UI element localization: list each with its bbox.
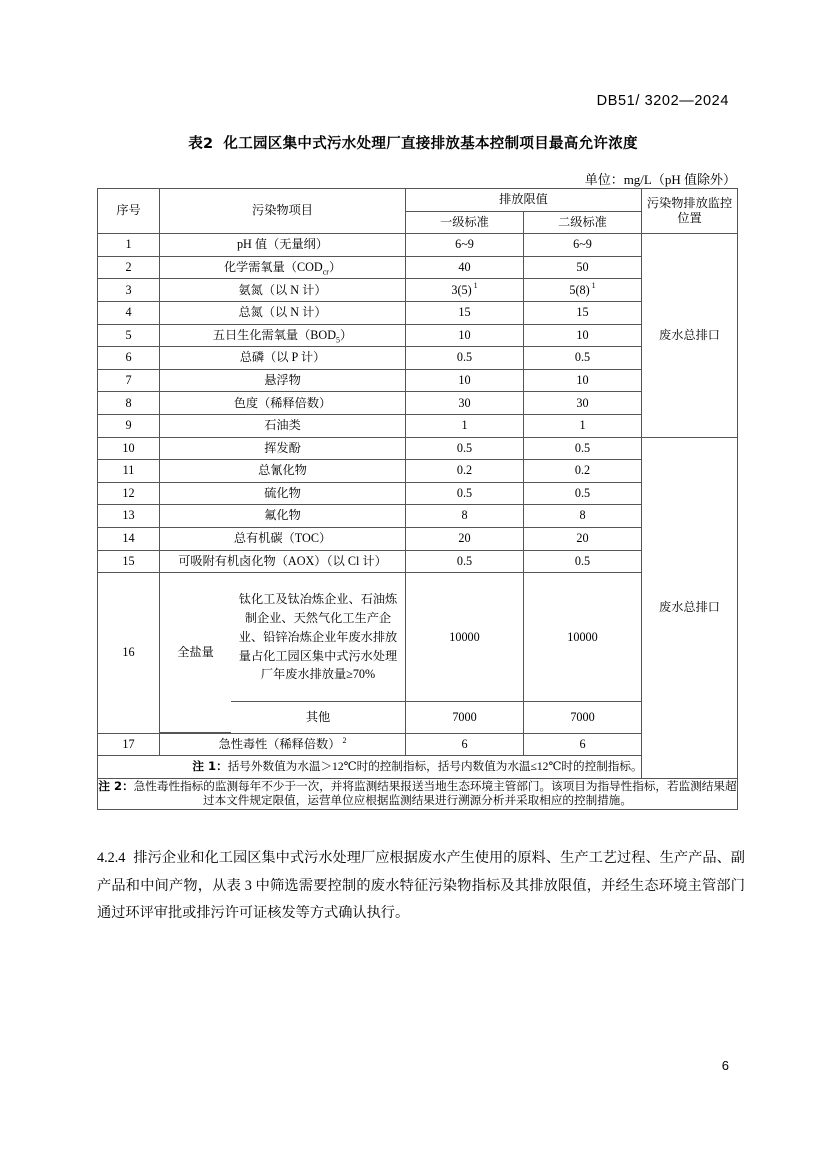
row-level2: 1 — [524, 414, 642, 437]
pollutant-limits-table — [97, 188, 738, 810]
row-level2: 50 — [524, 256, 642, 279]
salt-item-cell — [160, 573, 406, 734]
table-header-row-1 — [98, 189, 738, 212]
row-level1: 0.5 — [406, 482, 524, 505]
row-no: 2 — [98, 256, 160, 279]
header-position: 污染物排放监控位置 — [642, 189, 738, 234]
row-level1: 0.5 — [406, 347, 524, 370]
row-level1: 40 — [406, 256, 524, 279]
row-item: 急性毒性（稀释倍数） $^2$ — [160, 733, 406, 756]
row-no: 7 — [98, 369, 160, 392]
row-level2: 20 — [524, 527, 642, 550]
row-level2: 30 — [524, 392, 642, 415]
row-level1: 10 — [406, 324, 524, 347]
row-item: pH 值（无量纲） — [160, 234, 406, 257]
row-no: 1 — [98, 234, 160, 257]
row-level1: 20 — [406, 527, 524, 550]
row-item: 可吸附有机卤化物（AOX）（以 Cl 计） — [160, 550, 406, 573]
row-item: 总磷（以 P 计） — [160, 347, 406, 370]
row-no: 13 — [98, 505, 160, 528]
row-item: 挥发酚 — [160, 437, 406, 460]
header-level2: 二级标准 — [524, 211, 642, 234]
clause-number: 4.2.4 — [97, 850, 126, 866]
salt-level1-cell — [406, 573, 524, 734]
table-note-row — [98, 756, 738, 779]
row-item: 五日生化需氧量$(BOD_5)$ — [160, 324, 406, 347]
row-no: 16 — [98, 573, 160, 734]
table-number: 表2 — [188, 136, 214, 152]
page-number: 6 — [721, 1058, 729, 1073]
table-title-text: 化工园区集中式污水处理厂直接排放基本控制项目最高允许浓度 — [223, 136, 638, 152]
position-cell-group-1: 废水总排口 — [642, 234, 738, 437]
row-level1: 10 — [406, 369, 524, 392]
header-no: 序号 — [98, 189, 160, 234]
note-1 — [98, 756, 738, 779]
row-level2: 0.5 — [524, 347, 642, 370]
row-no: 9 — [98, 414, 160, 437]
table-unit-note: 单位：mg/L（pH 值除外） — [584, 172, 736, 187]
note-1-label: 注 1： — [192, 759, 228, 774]
row-no: 4 — [98, 301, 160, 324]
row-item: 氨氮（以 N 计） — [160, 279, 406, 302]
salt-other-level1: 7000 — [452, 709, 477, 724]
row-level1: 3(5) $^1$ — [406, 279, 524, 302]
row-no: 17 — [98, 733, 160, 756]
row-item: 石油类 — [160, 414, 406, 437]
row-no: 6 — [98, 347, 160, 370]
row-item: 硫化物 — [160, 482, 406, 505]
row-item: 总有机碳（TOC） — [160, 527, 406, 550]
row-no: 12 — [98, 482, 160, 505]
row-level2: 0.2 — [524, 460, 642, 483]
row-level1: 15 — [406, 301, 524, 324]
row-item: 总氰化物 — [160, 460, 406, 483]
salt-subrow — [160, 573, 405, 702]
salt-desc-level1: 10000 — [406, 573, 523, 702]
salt-desc-level2: 10000 — [524, 573, 641, 702]
row-level2: 10 — [524, 369, 642, 392]
salt-inner-table — [160, 573, 405, 733]
salt-label: 全盐量 — [160, 573, 231, 732]
row-level1: 30 — [406, 392, 524, 415]
row-level1: 0.5 — [406, 437, 524, 460]
position-cell-group-2: 废水总排口 — [642, 437, 738, 778]
row-no: 8 — [98, 392, 160, 415]
table-row — [98, 437, 738, 460]
table-title — [0, 132, 826, 153]
row-level2: 10 — [524, 324, 642, 347]
row-level1: 6 — [406, 733, 524, 756]
clause-text: 排污企业和化工园区集中式污水处理厂应根据废水产生使用的原料、生产工艺过程、生产产品、副产品和中间产物，从表 3 中筛选需要控制的废水特征污染物指标及其排放限值，并经生态环境主管部门通过环评审批或排污许可证核发等方式确认执行。 — [97, 850, 745, 922]
row-level2: 0.5 — [524, 437, 642, 460]
row-no: 3 — [98, 279, 160, 302]
note-2-text: 急性毒性指标的监测每年不少于一次，并将监测结果报送当地生态环境主管部门。该项目为指导性指标，若监测结果超过本文件规定限值，运营单位应根据监测结果进行溯源分析并采取相应的控制措施。 — [133, 779, 737, 808]
table-row — [98, 234, 738, 257]
row-level1: 6~9 — [406, 234, 524, 257]
salt-other: 其他 — [305, 709, 331, 724]
note-2-label: 注 2： — [98, 778, 134, 793]
table-note-row — [98, 778, 738, 809]
salt-desc: 钛化工及钛冶炼企业、石油炼制企业、天然气化工生产企业、铅锌冶炼企业年废水排放量占化工园区集中式污水处理厂年废水排放量≥70% — [231, 573, 405, 702]
row-level1: 0.5 — [406, 550, 524, 573]
row-level2: 0.5 — [524, 550, 642, 573]
row-no: 11 — [98, 460, 160, 483]
row-level2: 0.5 — [524, 482, 642, 505]
row-no: 15 — [98, 550, 160, 573]
row-item: 氟化物 — [160, 505, 406, 528]
row-item: 总氮（以 N 计） — [160, 301, 406, 324]
note-2 — [98, 778, 738, 809]
row-level2: 6 — [524, 733, 642, 756]
row-item: 化学需氧量$(COD_{cr})$ — [160, 256, 406, 279]
standard-code-header: DB51/ 3202—2024 — [596, 93, 729, 109]
header-limit-group: 排放限值 — [406, 189, 642, 212]
row-no: 14 — [98, 527, 160, 550]
row-level1: 1 — [406, 414, 524, 437]
row-level2: 8 — [524, 505, 642, 528]
row-level1: 8 — [406, 505, 524, 528]
row-item: 色度（稀释倍数） — [160, 392, 406, 415]
salt-other-level2: 7000 — [570, 709, 595, 724]
note-1-text: 括号外数值为水温＞12℃时的控制指标，括号内数值为水温≤12℃时的控制指标。 — [227, 760, 643, 774]
row-level2: 15 — [524, 301, 642, 324]
header-item: 污染物项目 — [160, 189, 406, 234]
row-level2: 6~9 — [524, 234, 642, 257]
row-item: 悬浮物 — [160, 369, 406, 392]
salt-level2-cell — [524, 573, 642, 734]
header-level1: 一级标准 — [406, 211, 524, 234]
row-no: 5 — [98, 324, 160, 347]
row-level2: 5(8) $^1$ — [524, 279, 642, 302]
row-no: 10 — [98, 437, 160, 460]
row-level1: 0.2 — [406, 460, 524, 483]
clause-4-2-4 — [97, 845, 745, 928]
